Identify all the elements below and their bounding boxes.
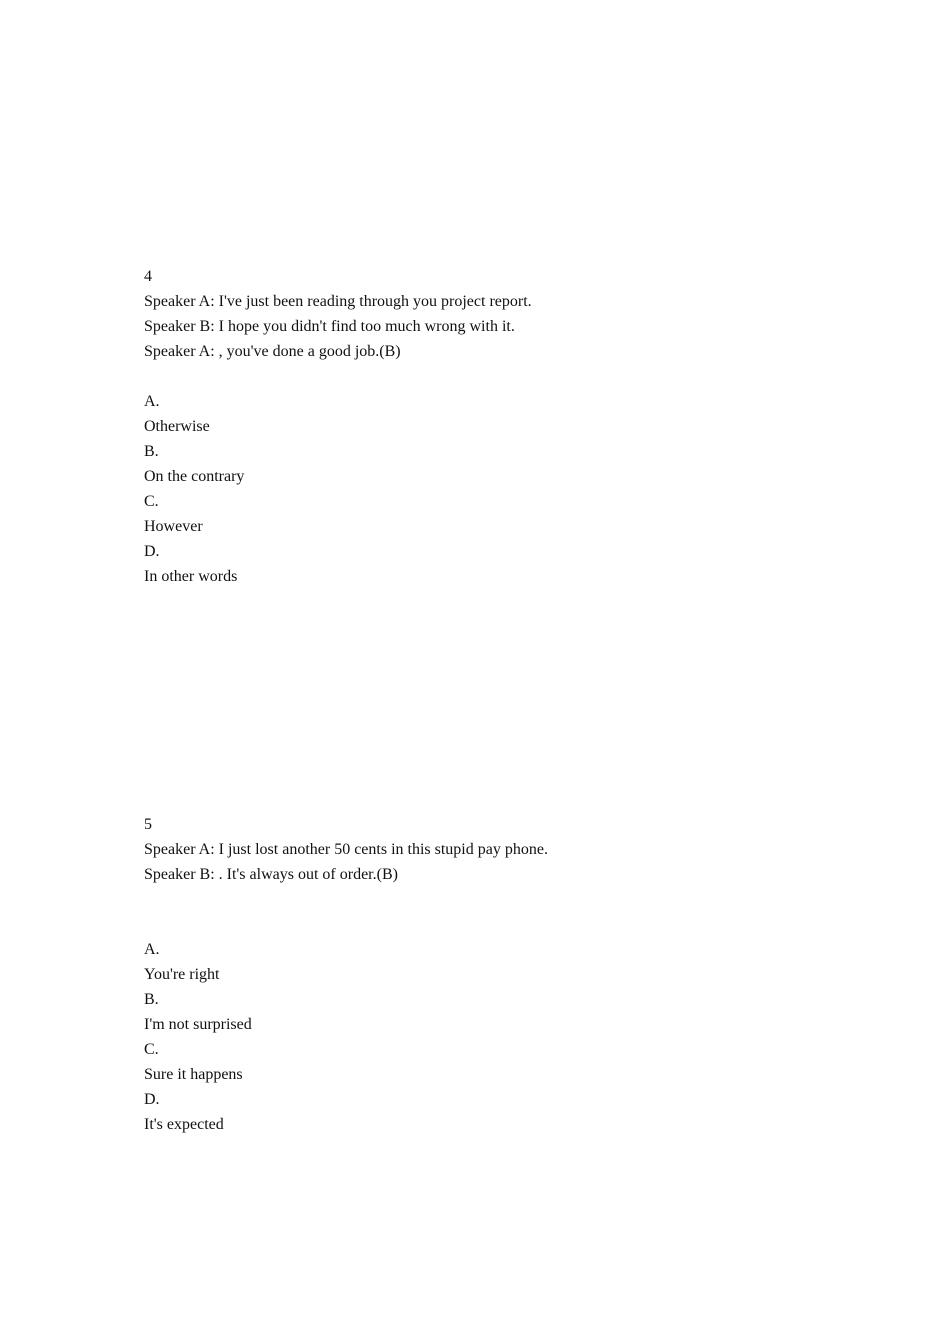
question-4 xyxy=(144,264,844,589)
dialogue-line-speaker-a: Speaker A: I just lost another 50 cents in this stupid pay phone. xyxy=(144,841,548,858)
spacer xyxy=(144,887,844,937)
option-letter-a: A. xyxy=(144,393,160,410)
option-letter-d: D. xyxy=(144,1091,160,1108)
option-text-a: You're right xyxy=(144,966,220,983)
question-number: 5 xyxy=(144,816,152,833)
option-text-a: Otherwise xyxy=(144,418,210,435)
dialogue-line-speaker-a-answer: Speaker A: , you've done a good job.(B) xyxy=(144,343,401,360)
dialogue-line-speaker-b-answer: Speaker B: . It's always out of order.(B) xyxy=(144,866,398,883)
option-letter-b: B. xyxy=(144,991,159,1008)
option-letter-d: D. xyxy=(144,543,160,560)
option-letter-a: A. xyxy=(144,941,160,958)
option-letter-b: B. xyxy=(144,443,159,460)
option-text-b: On the contrary xyxy=(144,468,245,485)
option-letter-c: C. xyxy=(144,493,159,510)
dialogue-line-speaker-a: Speaker A: I've just been reading through you project report. xyxy=(144,293,532,310)
option-text-b: I'm not surprised xyxy=(144,1016,252,1033)
option-letter-c: C. xyxy=(144,1041,159,1058)
question-number: 4 xyxy=(144,268,152,285)
dialogue-line-speaker-b: Speaker B: I hope you didn't find too much wrong with it. xyxy=(144,318,515,335)
question-5 xyxy=(144,812,844,1137)
option-text-c: However xyxy=(144,518,203,535)
option-text-c: Sure it happens xyxy=(144,1066,243,1083)
option-text-d: It's expected xyxy=(144,1116,224,1133)
spacer xyxy=(144,364,844,389)
option-text-d: In other words xyxy=(144,568,238,585)
